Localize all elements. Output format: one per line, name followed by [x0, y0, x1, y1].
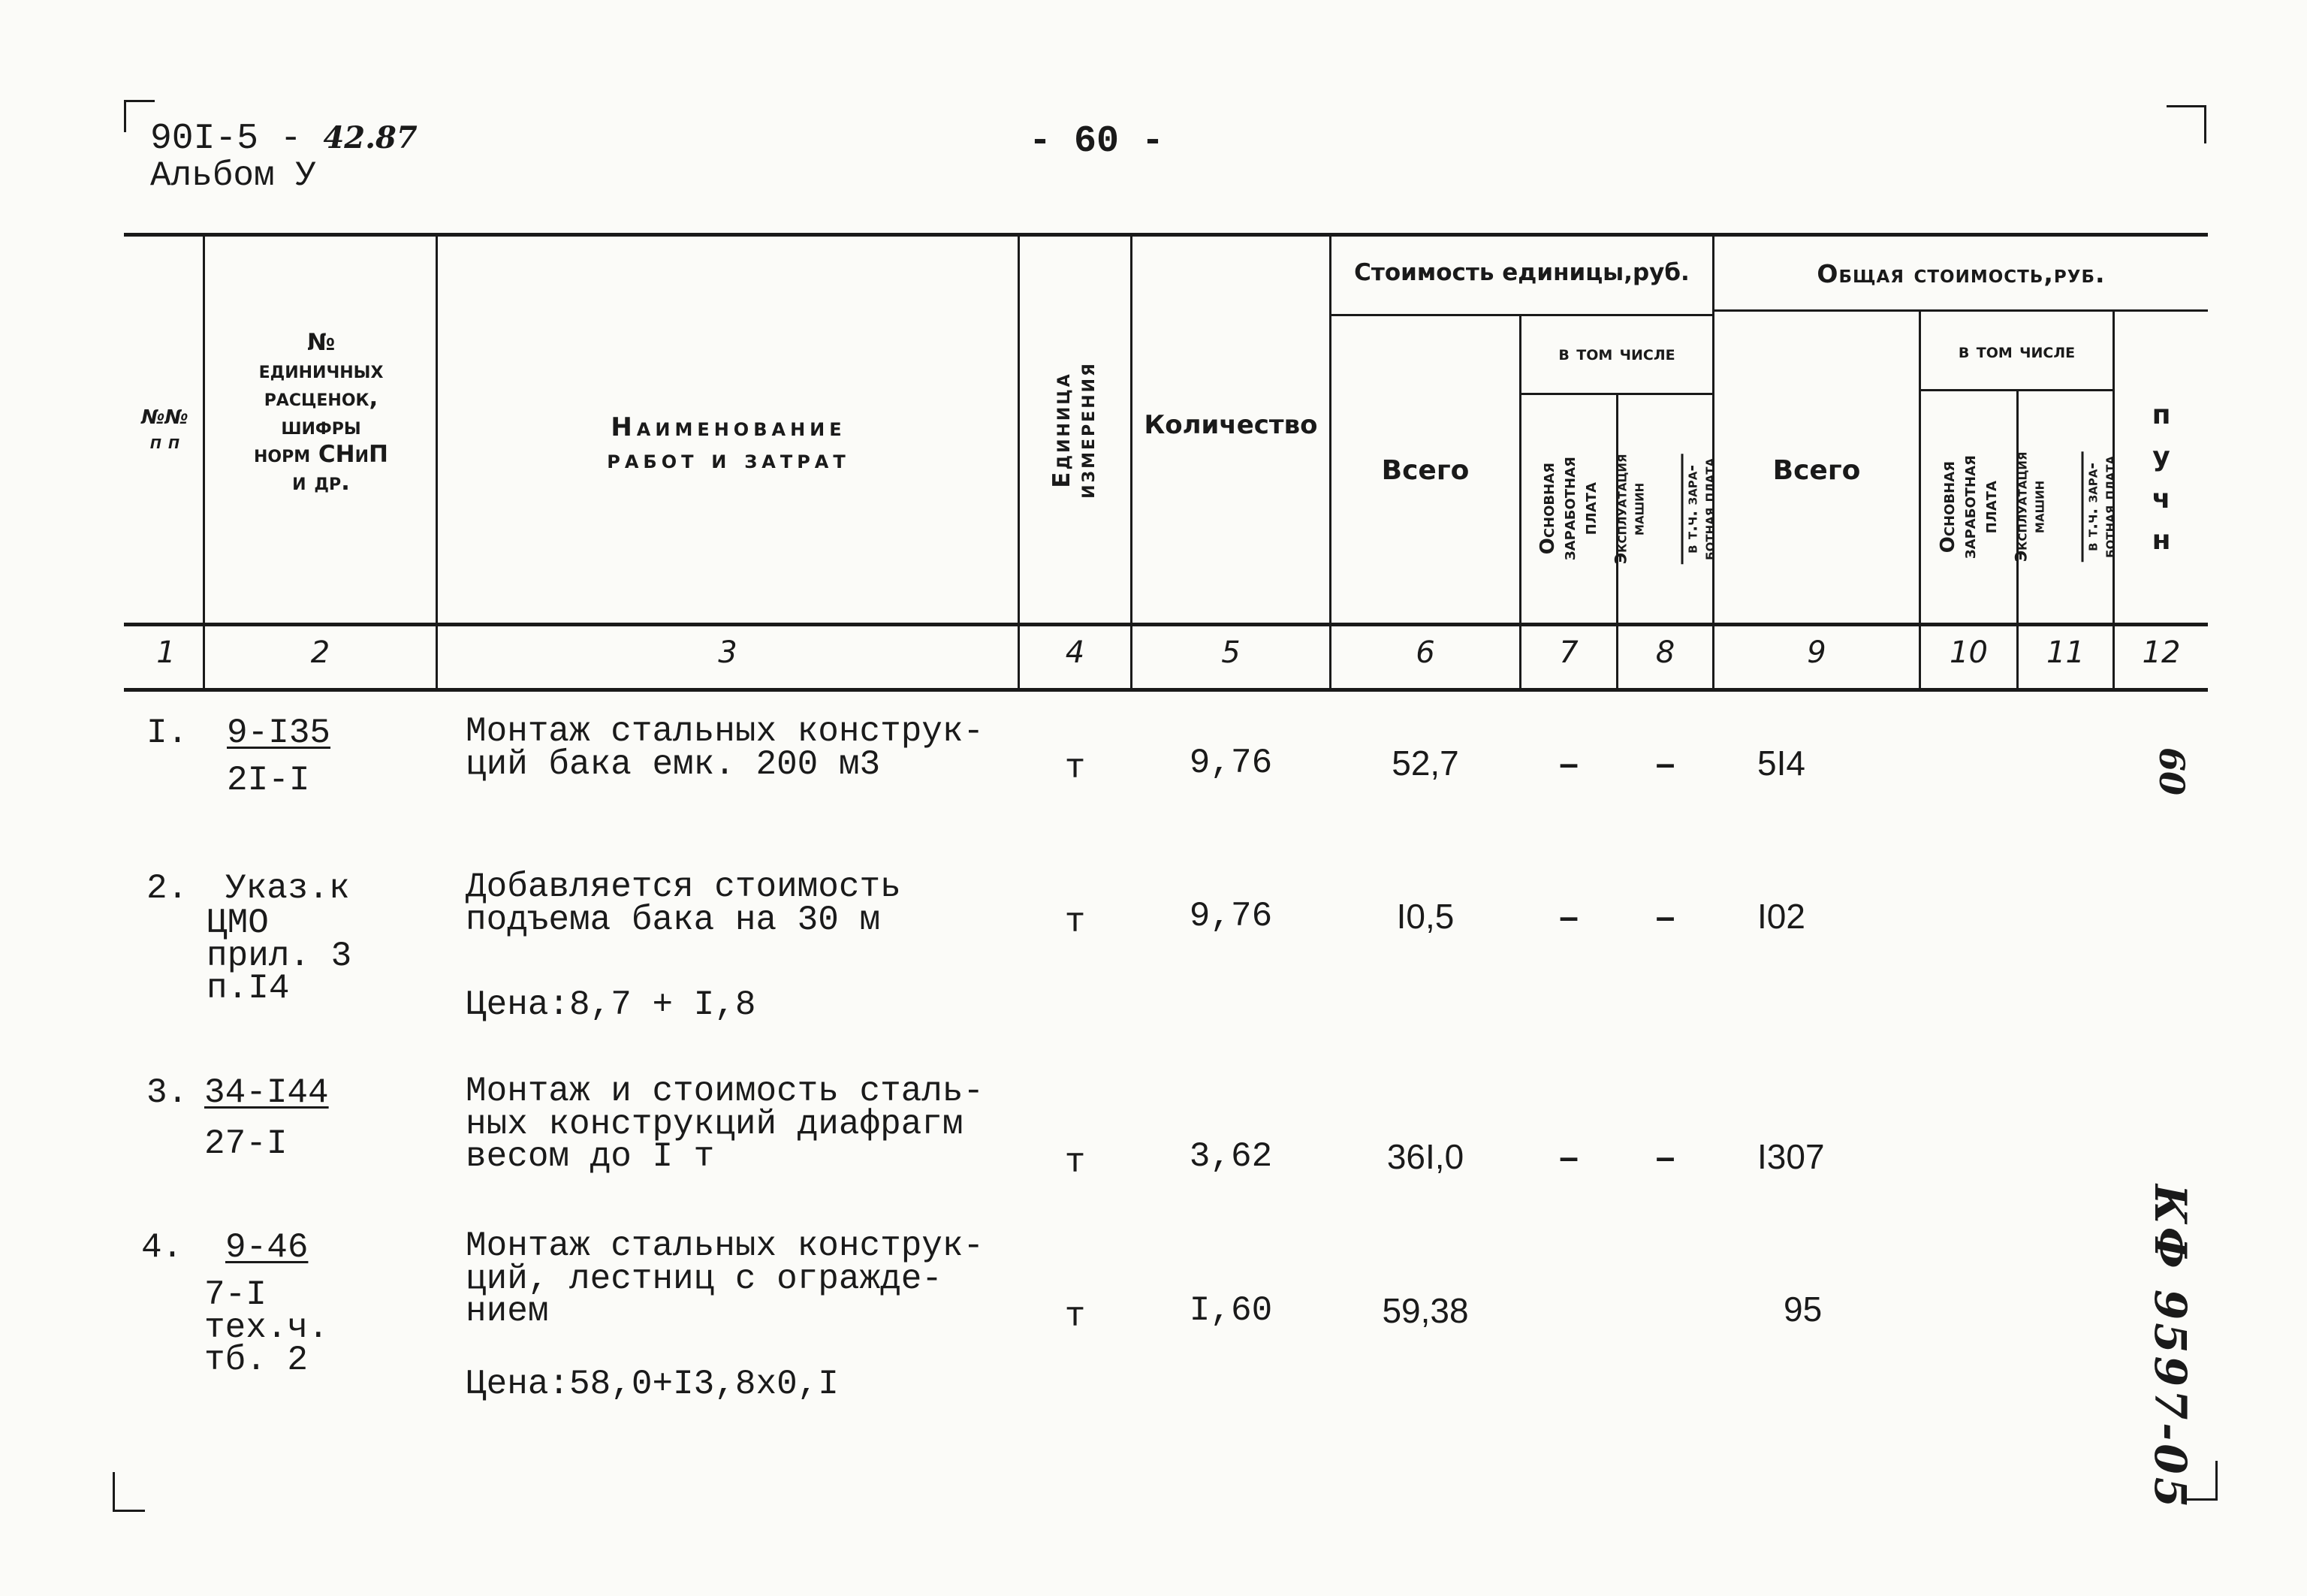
rate-code-top: 34-I44 [204, 1073, 329, 1112]
work-description: Добавляется стоимость подъема бака на 30 м [466, 867, 901, 940]
unit-wage-header: Основная заработная плата [1536, 457, 1602, 561]
margin-page-mark: 60 [2152, 747, 2193, 796]
col-header-work-name: Наименование работ и затрат [607, 412, 850, 475]
margin-archive-code: КФ 9597-05 [2145, 1184, 2196, 1511]
total-cost: I307 [1757, 1137, 1825, 1176]
total-machine-header-cell [2012, 391, 2119, 623]
unit-total-header: Всего [1381, 455, 1470, 486]
rate-code-top: Указ.к [225, 869, 350, 908]
row-number: 3. [146, 1073, 188, 1112]
unit-of-measure: т [1064, 1297, 1086, 1336]
unit-cost-total: 36I,0 [1386, 1137, 1464, 1176]
col-number-10: 10 [1950, 635, 1988, 670]
total-cost-group-header: Общая стоимость,руб. [1817, 259, 2106, 288]
unit-machine-label: Эксплуатация машин [1612, 454, 1648, 564]
col-header-rate-code: № единичных расценок, шифры норм СНиП и др. [254, 329, 388, 496]
unit-machine-header [1579, 454, 1752, 564]
total-incl-header: в том числе [1958, 339, 2076, 363]
total-cost: I02 [1757, 897, 1805, 936]
corner-mark-top-right [2167, 105, 2206, 143]
unit-cost-group-header: Стоимость единицы,руб. [1354, 259, 1690, 286]
col-number-5: 5 [1221, 635, 1241, 670]
total-wage-header: Основная заработная плата [1936, 454, 2001, 559]
vline-2 [436, 234, 438, 689]
rate-code-top: 9-I35 [227, 714, 331, 753]
unit-of-measure: т [1064, 903, 1086, 942]
row-number: 2. [146, 869, 188, 908]
col-header-12: п у ч н [2152, 400, 2171, 557]
unit-cost-total: I0,5 [1396, 897, 1455, 936]
total-machine-label: Эксплуатация машин [2012, 451, 2048, 563]
unit-cost-total: 59,38 [1382, 1291, 1469, 1330]
total-cost: 5I4 [1757, 744, 1805, 783]
quantity: 9,76 [1189, 897, 1273, 936]
unit-cost-wage: – [1559, 1137, 1579, 1176]
unit-cost-machine: – [1655, 1137, 1675, 1176]
unit-cost-machine: – [1655, 744, 1675, 783]
col-number-4: 4 [1065, 635, 1085, 670]
rate-code-bottom: ЦМО прил. 3 п.I4 [207, 904, 352, 1009]
unit-of-measure: т [1064, 1143, 1086, 1182]
rate-code-bottom: 2I-I [227, 761, 310, 800]
work-description: Монтаж стальных конструк- ций бака емк. 200 м3 [466, 712, 985, 784]
unit-cost-wage: – [1559, 744, 1579, 783]
unit-machine-wage-label: в т.ч. зара- ботная плата [1681, 454, 1717, 564]
row-number: 4. [141, 1228, 183, 1267]
col-number-2: 2 [310, 635, 330, 670]
col-number-8: 8 [1655, 635, 1675, 670]
col-number-11: 11 [2046, 635, 2085, 670]
document-code-handwritten: 42.87 [323, 120, 418, 155]
row-number: I. [146, 714, 188, 753]
quantity: I,60 [1189, 1291, 1273, 1330]
album-label: Альбом У [150, 156, 316, 195]
page-number: - 60 - [1029, 120, 1165, 163]
price-note: Цена:8,7 + I,8 [466, 985, 756, 1024]
col-header-unit-cell [1020, 237, 1129, 623]
total-machine-wage-label: в т.ч. зара- ботная плата [2082, 452, 2118, 563]
quantity: 9,76 [1189, 744, 1273, 783]
col-number-3: 3 [718, 635, 737, 670]
unit-cost-wage: – [1559, 897, 1579, 936]
rate-code-bottom: 27-I [204, 1124, 288, 1163]
total-cost: 95 [1784, 1290, 1823, 1329]
unit-incl-header: в том числе [1558, 342, 1675, 365]
col-number-1: 1 [156, 635, 176, 670]
vline-1 [203, 234, 205, 689]
rate-code-top: 9-46 [225, 1228, 309, 1267]
col-number-9: 9 [1807, 635, 1826, 670]
price-note: Цена:58,0+I3,8x0,I [466, 1365, 839, 1404]
col-number-6: 6 [1416, 635, 1435, 670]
quantity: 3,62 [1189, 1137, 1273, 1176]
work-description: Монтаж стальных конструк- ций, лестниц с огражде- нием [466, 1226, 985, 1332]
col-header-quantity: Количество [1144, 410, 1318, 440]
col-number-12: 12 [2142, 635, 2181, 670]
unit-of-measure: т [1064, 749, 1086, 788]
work-description: Монтаж и стоимость сталь- ных конструкций диафрагм весом до I т [466, 1072, 985, 1177]
col-number-7: 7 [1559, 635, 1579, 670]
document-code [150, 119, 418, 159]
group-header-rule-total [1712, 309, 2208, 312]
vline-4 [1130, 234, 1132, 689]
corner-mark-bottom-left [113, 1472, 145, 1512]
document-code-prefix: 90I-5 - [150, 119, 302, 159]
total-total-header: Всего [1772, 455, 1861, 486]
col-header-unit: Единица измерения [1048, 361, 1101, 499]
col-header-number: №№ п п [141, 406, 188, 454]
unit-cost-total: 52,7 [1392, 744, 1459, 783]
rate-code-bottom: 7-I тех.ч. тб. 2 [204, 1275, 329, 1380]
unit-machine-header-cell [1612, 395, 1718, 623]
unit-cost-machine: – [1655, 897, 1675, 936]
